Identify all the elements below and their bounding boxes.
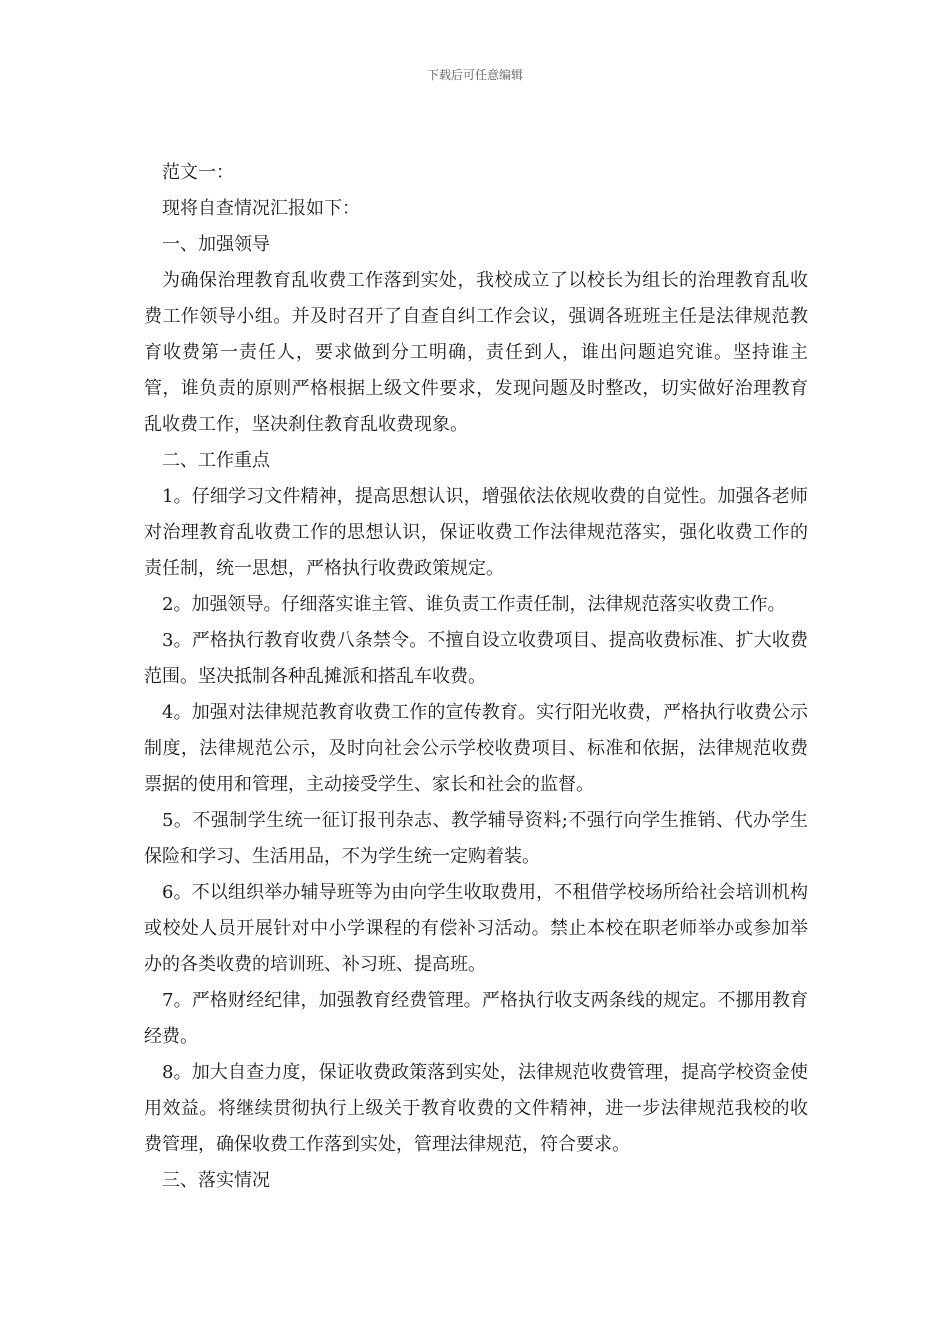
section-title-implementation: 三、落实情况: [162, 1170, 270, 1191]
section-paragraph-leadership: 为确保治理教育乱收费工作落到实处，我校成立了以校长为组长的治理教育乱收费工作领导小组。并及时召开了自查自纠工作会议，强调各班班主任是法律规范教育收费第一责任人，要求做到分工明确，责任到人，谁出问题追究谁。坚持谁主管，谁负责的原则严格根据上级文件要求，发现问题及时整改，切实做好治理教育乱收费工作，坚决刹住教育乱收费现象。: [144, 270, 808, 435]
intro-line: 现将自查情况汇报如下：: [162, 198, 360, 219]
section-title-leadership: 一、加强领导: [162, 234, 270, 255]
list-item-5: 5。不强制学生统一征订报刊杂志、教学辅导资料;不强行向学生推销、代办学生保险和学习、生活用品，不为学生统一定购着装。: [144, 810, 808, 867]
list-item-7: 7。严格财经纪律，加强教育经费管理。严格执行收支两条线的规定。不挪用教育经费。: [144, 990, 808, 1047]
list-item-2: 2。加强领导。仔细落实谁主管、谁负责工作责任制，法律规范落实收费工作。: [162, 594, 786, 615]
document-body: [144, 155, 808, 1199]
list-item-4: 4。加强对法律规范教育收费工作的宣传教育。实行阳光收费，严格执行收费公示制度，法律规范公示，及时向社会公示学校收费项目、标准和依据，法律规范收费票据的使用和管理，主动接受学生、家长和社会的监督。: [144, 702, 808, 795]
list-item-6: 6。不以组织举办辅导班等为由向学生收取费用，不租借学校场所给社会培训机构或校处人员开展针对中小学课程的有偿补习活动。禁止本校在职老师举办或参加举办的各类收费的培训班、补习班、提高班。: [144, 882, 808, 975]
document-heading: 范文一：: [162, 162, 234, 183]
list-item-8: 8。加大自查力度，保证收费政策落到实处，法律规范收费管理，提高学校资金使用效益。将继续贯彻执行上级关于教育收费的文件精神，进一步法律规范我校的收费管理，确保收费工作落到实处，管理法律规范，符合要求。: [144, 1062, 808, 1155]
list-item-1: 1。仔细学习文件精神，提高思想认识，增强依法依规收费的自觉性。加强各老师对治理教育乱收费工作的思想认识，保证收费工作法律规范落实，强化收费工作的责任制，统一思想，严格执行收费政策规定。: [144, 486, 808, 579]
page-header-note: 下载后可任意编辑: [426, 68, 523, 82]
section-title-key-work: 二、工作重点: [162, 450, 270, 471]
list-item-3: 3。严格执行教育收费八条禁令。不擅自设立收费项目、提高收费标准、扩大收费范围。坚决抵制各种乱摊派和搭乱车收费。: [144, 630, 808, 687]
